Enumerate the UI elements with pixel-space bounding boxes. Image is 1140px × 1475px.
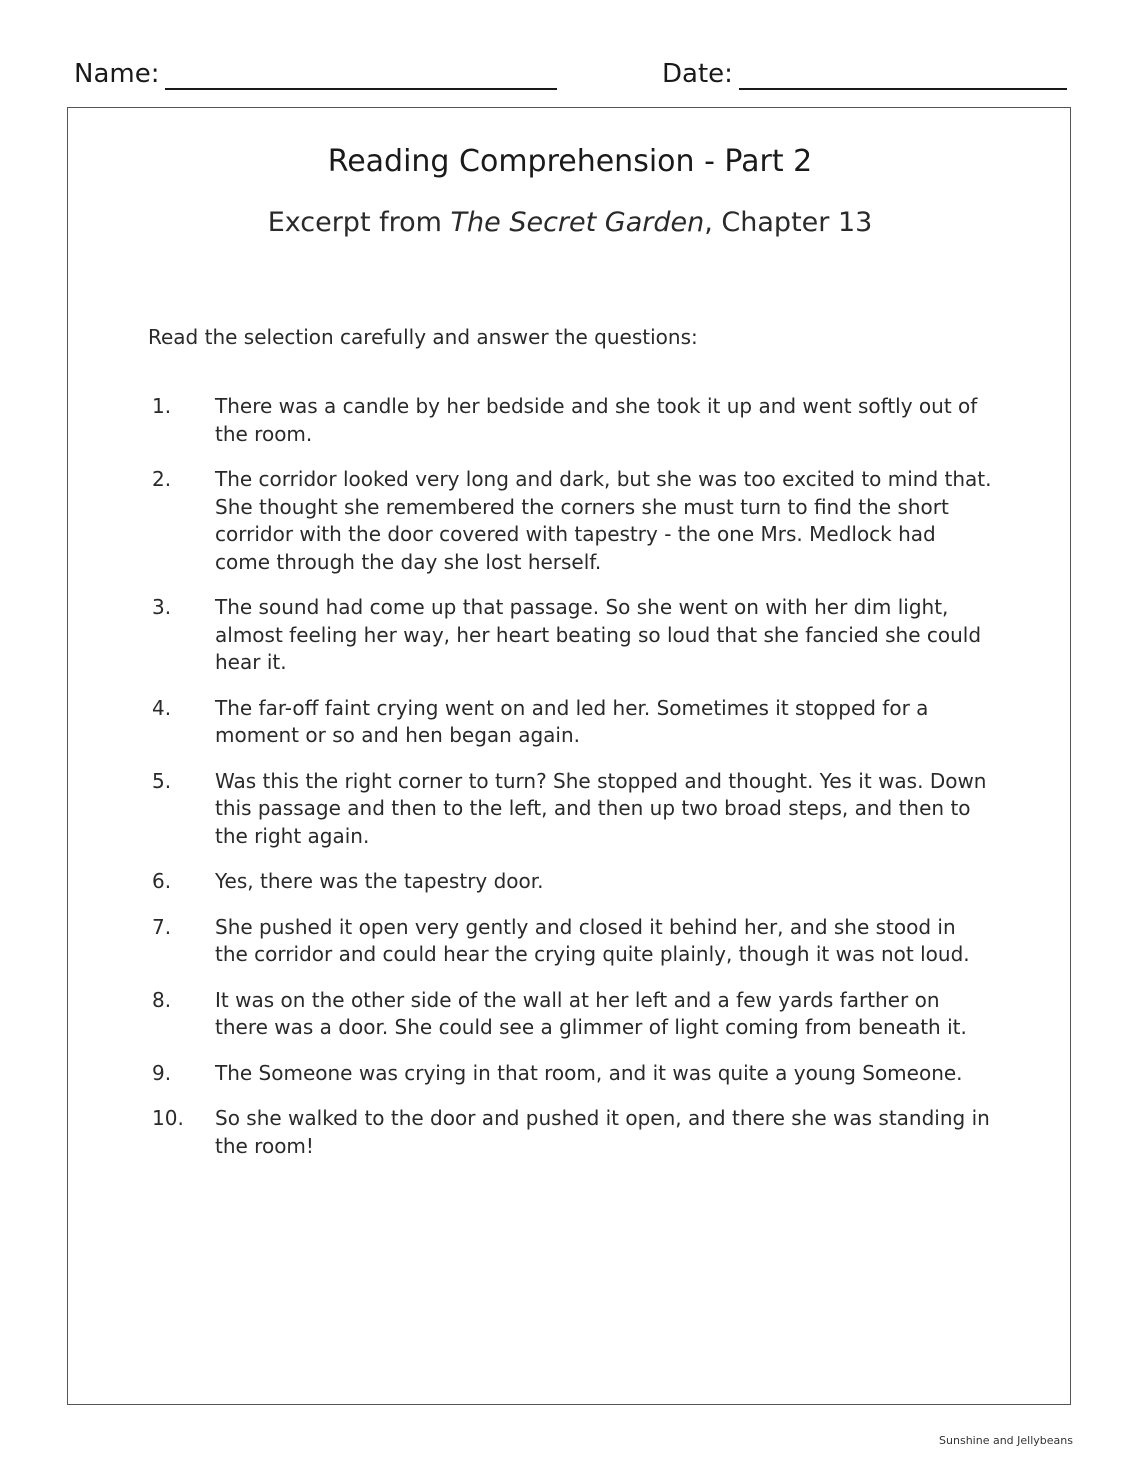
item-text: There was a candle by her bedside and she took it up and went softly out of the room. <box>215 394 978 446</box>
subtitle-book-title: The Secret Garden <box>450 207 705 238</box>
footer-credit: Sunshine and Jellybeans <box>939 1434 1073 1447</box>
date-blank-line[interactable] <box>739 62 1067 90</box>
list-item <box>152 1060 992 1088</box>
date-label: Date: <box>662 59 733 89</box>
list-item <box>152 393 992 448</box>
subtitle-suffix: , Chapter 13 <box>704 207 873 238</box>
item-number: 1. <box>152 394 172 418</box>
list-item <box>152 768 992 851</box>
list-item <box>152 466 992 576</box>
list-item <box>152 594 992 677</box>
item-number: 3. <box>152 595 172 619</box>
list-item <box>152 868 992 896</box>
item-text: The far-off faint crying went on and led her. Sometimes it stopped for a moment or so and hen began again. <box>215 695 929 747</box>
name-field[interactable] <box>74 58 557 90</box>
excerpt-list <box>152 393 992 1178</box>
list-item <box>152 987 992 1042</box>
item-text: The corridor looked very long and dark, but she was too excited to mind that. She thought she remembered the corners she must turn to find the short corridor with the door covered with tapestry - the one Mrs. Medlock had come through the day she lost herself. <box>215 467 992 574</box>
item-number: 9. <box>152 1060 172 1085</box>
item-text: So she walked to the door and pushed it open, and there she was standing in the room! <box>215 1106 990 1158</box>
item-text: The sound had come up that passage. So she went on with her dim light, almost feeling her way, her heart beating so loud that she fancied she could hear it. <box>215 595 982 674</box>
name-blank-line[interactable] <box>165 62 557 90</box>
instructions: Read the selection carefully and answer the questions: <box>148 325 698 349</box>
item-number: 2. <box>152 467 172 491</box>
item-number: 7. <box>152 914 172 939</box>
item-number: 4. <box>152 695 172 720</box>
list-item <box>152 695 992 750</box>
item-text: The Someone was crying in that room, and it was quite a young Someone. <box>215 1060 963 1085</box>
item-text: It was on the other side of the wall at her left and a few yards farther on there was a door. She could see a glimmer of light coming from beneath it. <box>215 987 967 1039</box>
list-item <box>152 1105 992 1160</box>
item-text: Yes, there was the tapestry door. <box>215 869 544 893</box>
list-item <box>152 914 992 969</box>
date-field[interactable] <box>662 58 1067 90</box>
item-text: She pushed it open very gently and closed it behind her, and she stood in the corridor and could hear the crying quite plainly, though it was not loud. <box>215 914 970 966</box>
worksheet-subtitle <box>0 205 1140 241</box>
item-number: 8. <box>152 987 172 1012</box>
item-number: 6. <box>152 869 172 893</box>
item-text: Was this the right corner to turn? She stopped and thought. Yes it was. Down this passage and then to the left, and then up two broad steps, and then to the right again. <box>215 768 987 848</box>
subtitle-prefix: Excerpt from <box>267 207 451 238</box>
name-label: Name: <box>74 59 160 89</box>
worksheet-title: Reading Comprehension - Part 2 <box>327 144 813 179</box>
item-number: 10. <box>152 1106 184 1130</box>
item-number: 5. <box>152 768 172 793</box>
